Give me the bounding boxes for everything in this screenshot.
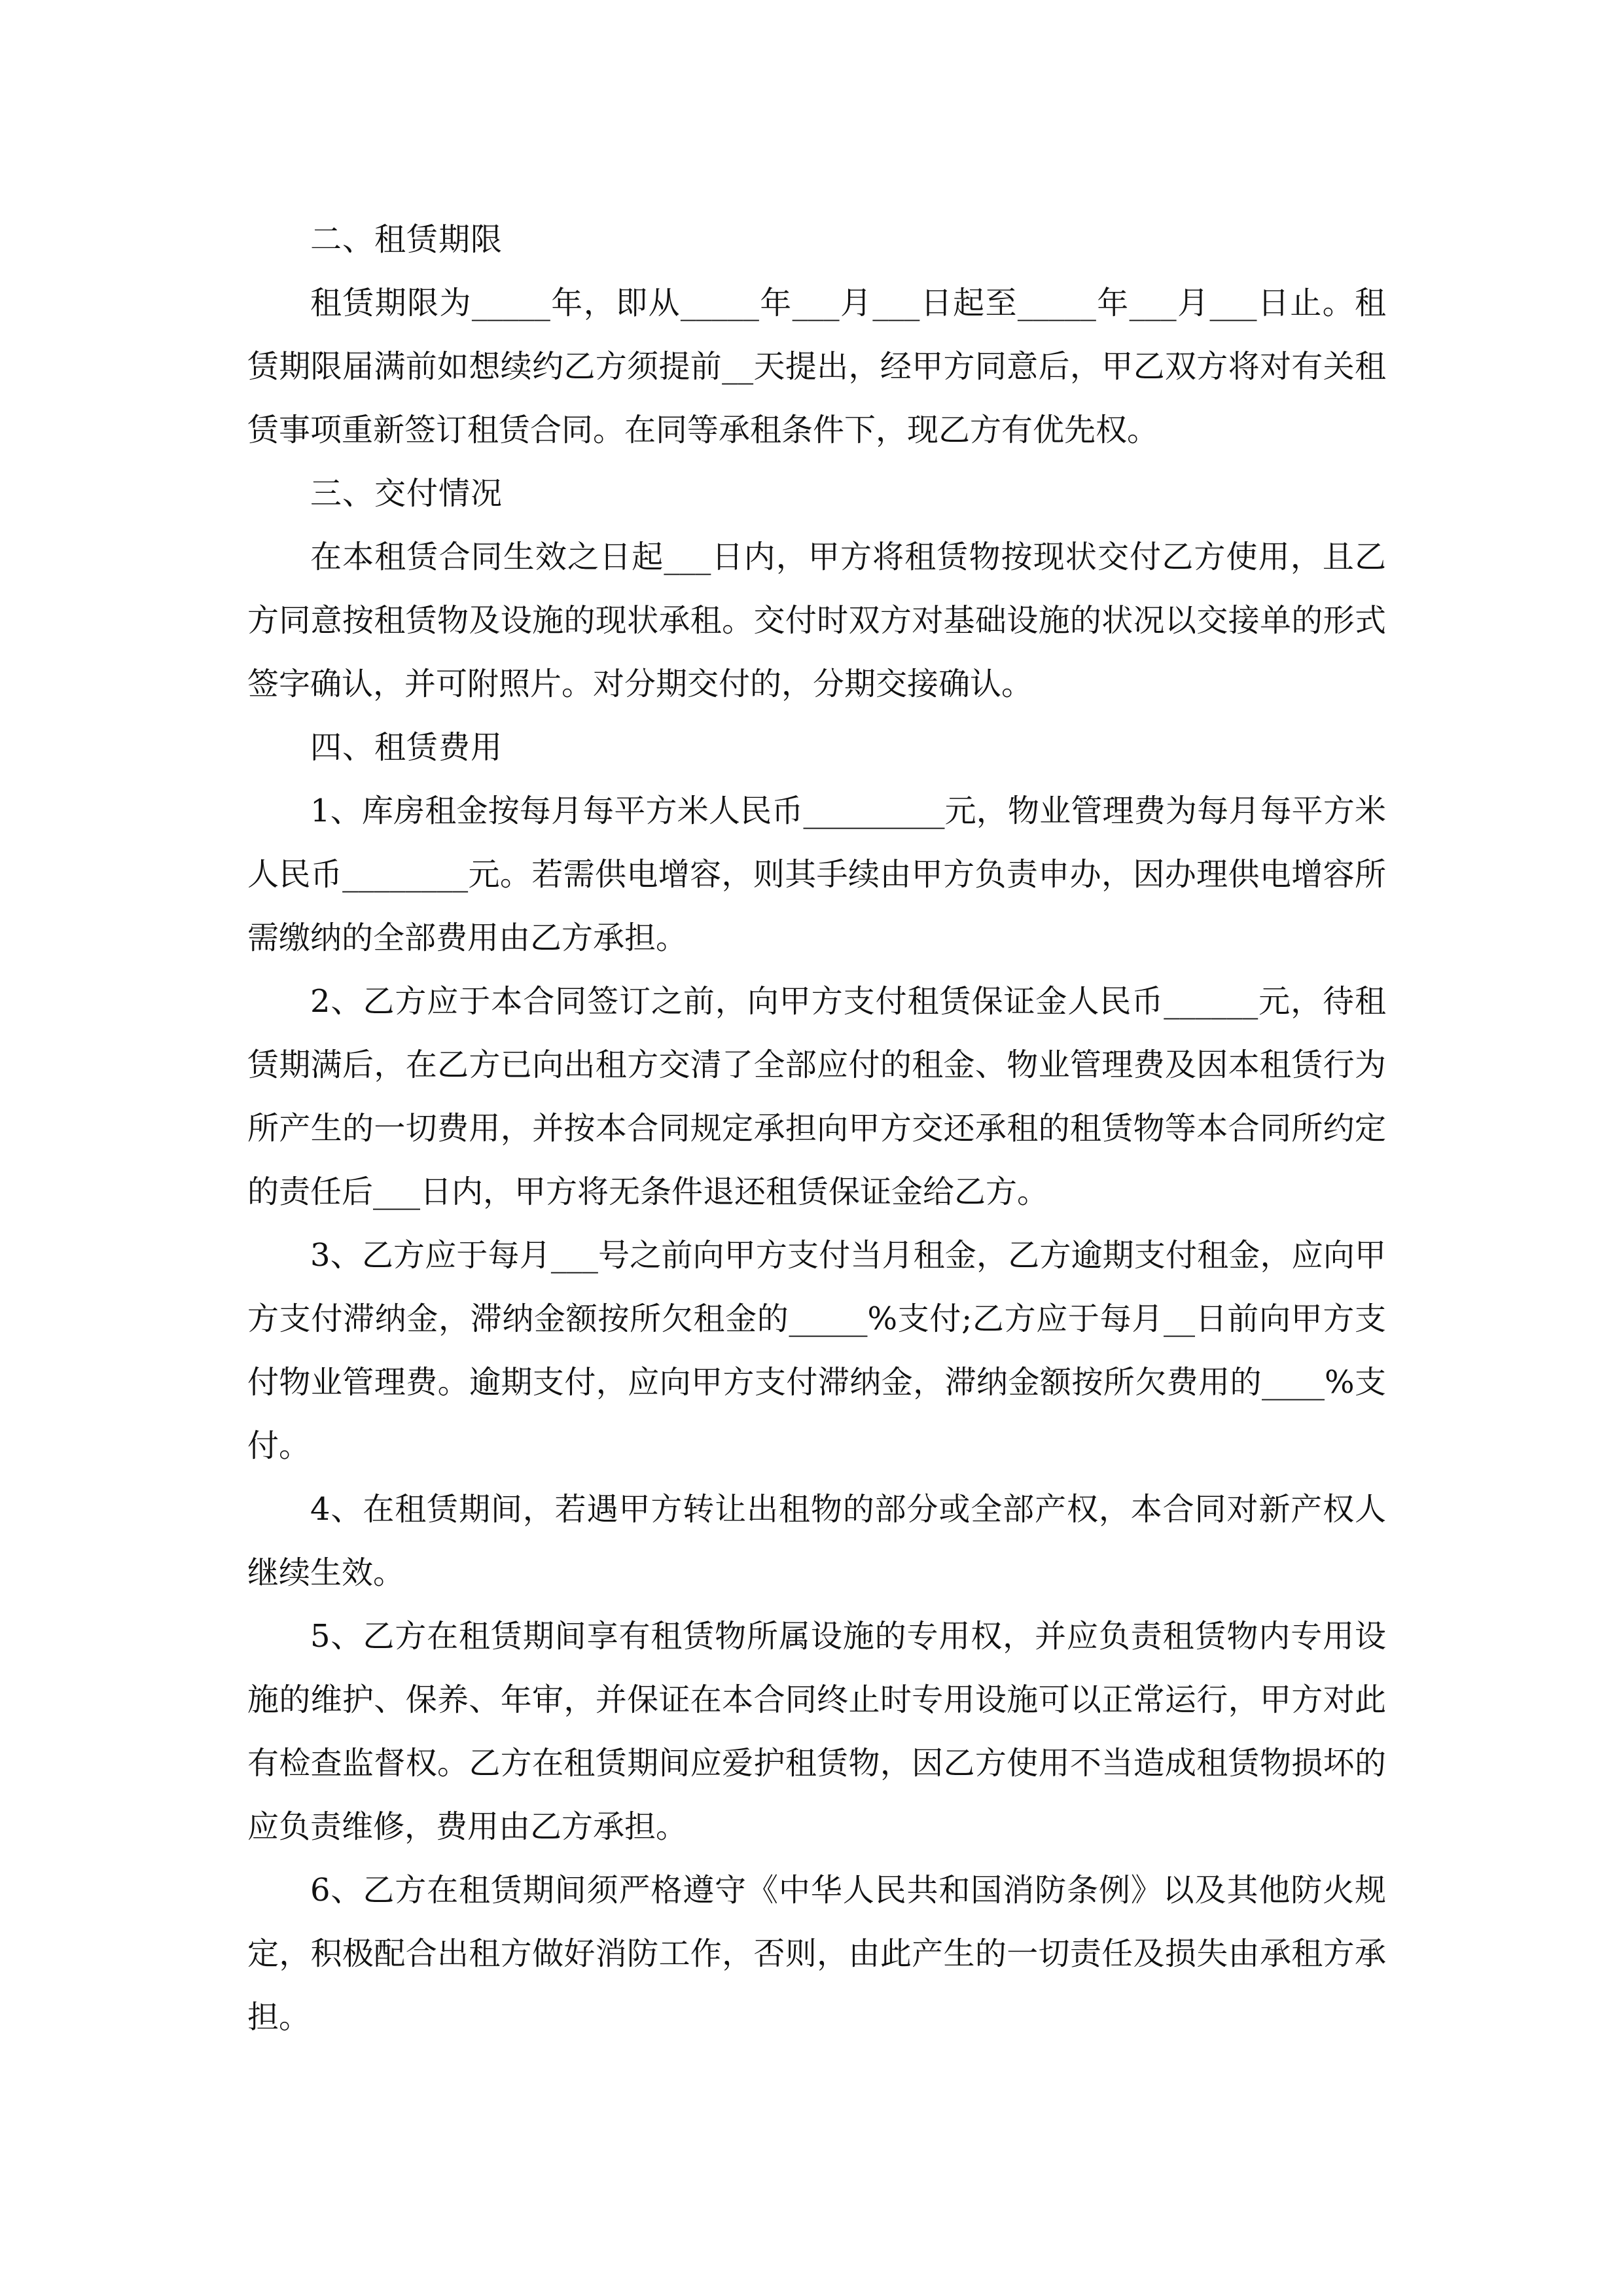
document-body [247, 208, 1386, 2049]
fee-clause-1: 1、库房租金按每月每平方米人民币_________元，物业管理费为每月每平方米人民币________元。若需供电增容，则其手续由甲方负责申办，因办理供电增容所需缴纳的全部费用由乙方承担。 [247, 793, 1386, 956]
fee-clause-5: 5、乙方在租赁期间享有租赁物所属设施的专用权，并应负责租赁物内专用设施的维护、保养、年审，并保证在本合同终止时专用设施可以正常运行，甲方对此有检查监督权。乙方在租赁期间应爱护租赁物，因乙方使用不当造成租赁物损坏的应负责维修，费用由乙方承担。 [247, 1618, 1386, 1845]
fee-clause-3: 3、乙方应于每月___号之前向甲方支付当月租金，乙方逾期支付租金，应向甲方支付滞纳金，滞纳金额按所欠租金的_____%支付;乙方应于每月__日前向甲方支付物业管理费。逾期支付，应向甲方支付滞纳金，滞纳金额按所欠费用的____%支付。 [247, 1237, 1386, 1464]
lease-term-paragraph: 租赁期限为_____年，即从_____年___月___日起至_____年___月___日止。租赁期限届满前如想续约乙方须提前__天提出，经甲方同意后，甲乙双方将对有关租赁事项重新签订租赁合同。在同等承租条件下，现乙方有优先权。 [247, 285, 1386, 448]
delivery-paragraph: 在本租赁合同生效之日起___日内，甲方将租赁物按现状交付乙方使用，且乙方同意按租赁物及设施的现状承租。交付时双方对基础设施的状况以交接单的形式签字确认，并可附照片。对分期交付的，分期交接确认。 [247, 539, 1386, 702]
section-heading-lease-fees: 四、租赁费用 [310, 729, 503, 766]
fee-clause-6: 6、乙方在租赁期间须严格遵守《中华人民共和国消防条例》以及其他防火规定，积极配合出租方做好消防工作，否则，由此产生的一切责任及损失由承租方承担。 [247, 1872, 1386, 2036]
fee-clause-2: 2、乙方应于本合同签订之前，向甲方支付租赁保证金人民币______元，待租赁期满后，在乙方已向出租方交清了全部应付的租金、物业管理费及因本租赁行为所产生的一切费用，并按本合同规定承担向甲方交还承租的租赁物等本合同所约定的责任后___日内，甲方将无条件退还租赁保证金给乙方。 [247, 983, 1386, 1210]
section-heading-lease-term: 二、租赁期限 [310, 221, 503, 258]
fee-clause-4: 4、在租赁期间，若遇甲方转让出租物的部分或全部产权，本合同对新产权人继续生效。 [247, 1491, 1386, 1591]
section-heading-delivery: 三、交付情况 [310, 475, 503, 512]
